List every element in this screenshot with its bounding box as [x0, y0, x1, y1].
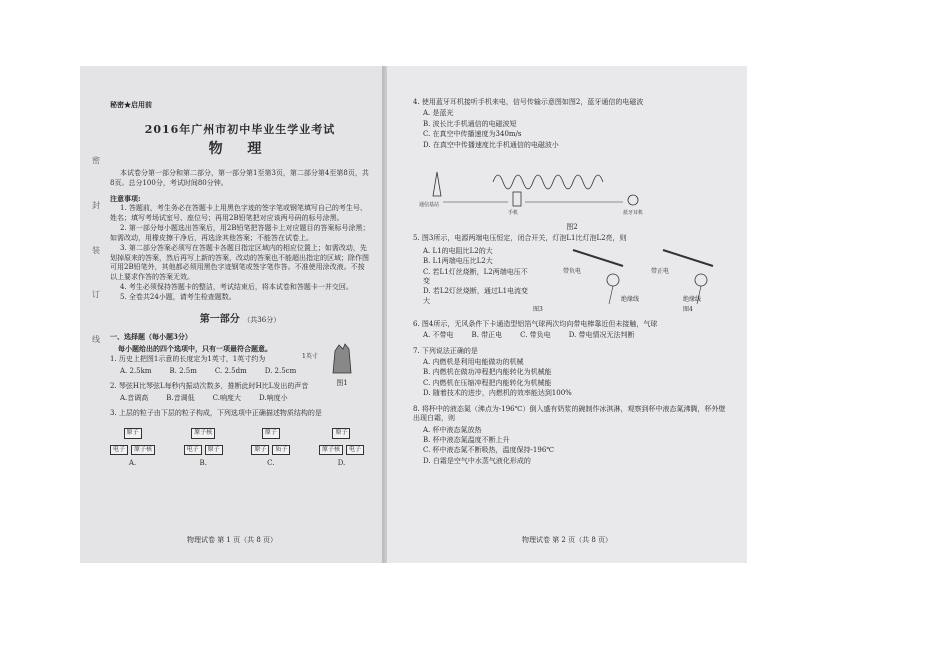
- notice-item: 1. 答题前，考生务必在答题卡上用黑色字迹的签字笔或钢笔填写自己的考生号、姓名；填写考场试室号、座位号；再用2B铅笔把对应该两号码的标号涂黑。: [110, 204, 367, 222]
- figure-caption: 图3: [533, 305, 543, 313]
- options-column: [413, 246, 533, 316]
- subject-title: 物 理: [208, 141, 272, 158]
- node: 电子: [346, 445, 364, 455]
- node: 电子: [110, 445, 128, 455]
- option: B.音调低: [166, 393, 195, 402]
- option: D. 带电情况无法判断: [568, 331, 635, 340]
- question-6: 6. 图4所示，无风条件下卡通造型铝箔气球两次均向带电棒靠近但未接触，气球: [413, 319, 658, 328]
- option: B. 波长比手机通信的电磁波短: [423, 119, 517, 128]
- option: C. 在真空中传播速度为340m/s: [423, 130, 522, 139]
- option-letter: D.: [337, 458, 346, 467]
- option: A. 内燃机是利用电能做功的机械: [423, 357, 524, 366]
- exam-page-2: [387, 66, 747, 563]
- options-row: [413, 331, 731, 340]
- part-heading: 第一部分 （共36分）: [199, 313, 281, 325]
- figure-2: [413, 152, 731, 232]
- figure-label: 蓝牙耳机: [623, 210, 644, 217]
- structure-tree: [184, 428, 223, 468]
- option-letter: C.: [267, 458, 275, 467]
- option: A. L1的电阻比L2的大: [423, 246, 493, 255]
- options-row: [110, 394, 370, 403]
- question-4: 4. 使用蓝牙耳机接听手机来电，信号传输示意图如图2，蓝牙通信的电磁波: [413, 98, 644, 106]
- structure-tree: [319, 428, 364, 468]
- exam-title: 2016年广州市初中毕业生学业考试: [144, 123, 336, 137]
- page-footer: 物理试卷 第 1 页（共 8 页）: [186, 535, 278, 544]
- option: B. L1两端电压比L2大: [423, 257, 493, 266]
- node: 原子核: [191, 428, 215, 438]
- option: B. 内燃机在做功冲程把内能转化为机械能: [423, 368, 552, 377]
- option: C. 杯中液态氮不断吸热，温度保持-196℃: [423, 446, 555, 455]
- page-footer: 物理试卷 第 2 页（共 8 页）: [521, 535, 613, 544]
- option: D. 随着技术的进步，内燃机的效率能达到100%: [423, 389, 572, 398]
- side-mark: 装: [92, 245, 100, 255]
- option: C. 内燃机在压缩冲程把内能转化为机械能: [423, 378, 552, 387]
- notice-item: 4. 考生必须保持答题卡的整洁，考试结束后，将本试卷和答题卡一并交回。: [120, 282, 353, 291]
- structure-tree: [110, 428, 155, 468]
- figure-4: [533, 246, 723, 316]
- question-3: 3. 上层的粒子由下层的粒子构成，下列选项中正确描述物质结构的是: [110, 408, 322, 417]
- exam-page-1: [80, 66, 384, 563]
- structure-tree: [251, 428, 290, 468]
- figure-label: 通信基站: [419, 202, 440, 209]
- option: D.响度小: [259, 393, 288, 402]
- node: 质子: [272, 445, 290, 455]
- figure-caption: 图1: [336, 378, 348, 387]
- option: A. 杯中液态氮放热: [423, 425, 482, 434]
- section-heading: 一、选择题（每小题3分）: [110, 332, 192, 342]
- figure-label: 带正电: [651, 267, 670, 275]
- node: 电子: [184, 445, 202, 455]
- option: C. 2.5dm: [214, 366, 247, 375]
- option-letter: A.: [128, 458, 137, 467]
- node: 原子: [332, 428, 350, 438]
- thumb-illustration: [329, 341, 355, 375]
- question-text: 1. 历史上把图1示意的长度定为1英寸，1英寸约为: [110, 355, 266, 364]
- option: A.音调高: [120, 393, 149, 402]
- question-5: 5. 图3所示，电源两端电压恒定，闭合开关，灯泡L1比灯泡L2亮，则: [413, 234, 627, 243]
- figure-caption: 图2: [566, 222, 578, 231]
- question-7: 7. 下列说法正确的是: [413, 346, 478, 355]
- option: B. 2.5m: [169, 366, 197, 375]
- option: A. 是蓝光: [423, 109, 454, 118]
- structure-options: [110, 428, 370, 468]
- option: D. 若L2灯丝烧断，通过L1电流变大: [423, 287, 529, 305]
- node: 原子: [205, 445, 223, 455]
- option: D. 白霜是空气中水蒸气液化形成的: [423, 456, 531, 465]
- option: D. 2.5cm: [264, 366, 297, 375]
- node: 原子: [262, 428, 280, 438]
- scanned-exam-photo: [80, 66, 747, 563]
- notice-item: 3. 第二部分答案必须写在答题卡各题目指定区域内的相应位置上；如需改动，先划掉原来的答案，然后再写上新的答案，改动的答案也不能超出指定的区域；除作图可用2B铅笔外，其他都必须用黑色字迹钢笔或签字笔作答。不准使用涂改液。不按以上要求作答的答案无效。: [110, 244, 369, 281]
- option: A. 不带电: [423, 331, 454, 340]
- node: 原子核: [131, 445, 155, 455]
- signal-diagram: [413, 152, 713, 218]
- notice-item: 5. 全卷共24小题，请考生检查题数。: [120, 293, 236, 302]
- question-2: 2. 琴弦H比琴弦L每秒内振动次数多，推断此时H比L发出的声音: [110, 382, 309, 391]
- notice-heading: 注意事项:: [110, 194, 141, 204]
- option: B. 杯中液态氮温度不断上升: [423, 436, 510, 444]
- question-5-body: [413, 246, 731, 316]
- option: C. 若L1灯丝烧断，L2两端电压不变: [423, 267, 528, 285]
- node: 原子: [251, 445, 269, 455]
- option-letter: B.: [199, 458, 207, 467]
- notice-item: 2. 第一部分每小题选出答案后，用2B铅笔把答题卡上对应题目的答案标号涂黑；如需改动，用橡皮擦干净后，再选涂其他答案；不能答在试卷上。: [110, 224, 370, 242]
- binding-margin-marks: [92, 156, 102, 346]
- figure-label: 带负电: [563, 267, 582, 275]
- node: 原子核: [319, 445, 343, 455]
- figure-label: 1英寸: [302, 353, 318, 361]
- figure-caption: 图4: [683, 305, 693, 313]
- figure-label: 绝缘线: [683, 295, 702, 303]
- option: A. 2.5km: [120, 366, 152, 375]
- side-mark: 线: [92, 335, 100, 345]
- exam-intro: 本试卷分第一部分和第二部分，第一部分第1至第3页，第二部分第4至第8页，共8页。总分100分，考试时间80分钟。: [110, 169, 369, 187]
- figure-label: 手机: [508, 210, 519, 217]
- option: B. 带正电: [471, 331, 503, 340]
- question-8: 8. 将杯中的液态氮（沸点为-196℃）倒入盛有奶浆的碗制作冰淇淋，观察到杯中液态氮沸腾，杯外壁出现白霜，则: [413, 404, 726, 423]
- option: C.响度大: [212, 393, 241, 402]
- node: 原子: [124, 428, 142, 438]
- side-mark: 密: [92, 156, 100, 165]
- figure-1: [302, 341, 362, 388]
- side-mark: 订: [92, 290, 100, 300]
- figure-label: 绝缘线: [621, 295, 640, 303]
- option: C. 带负电: [520, 331, 551, 340]
- side-mark: 封: [92, 200, 100, 210]
- option: D. 在真空中传播速度比手机通信的电磁波小: [423, 140, 559, 149]
- section-note: 每小题给出的四个选项中，只有一项最符合题意。: [118, 343, 272, 353]
- confidential-label: 秘密★启用前: [110, 100, 152, 109]
